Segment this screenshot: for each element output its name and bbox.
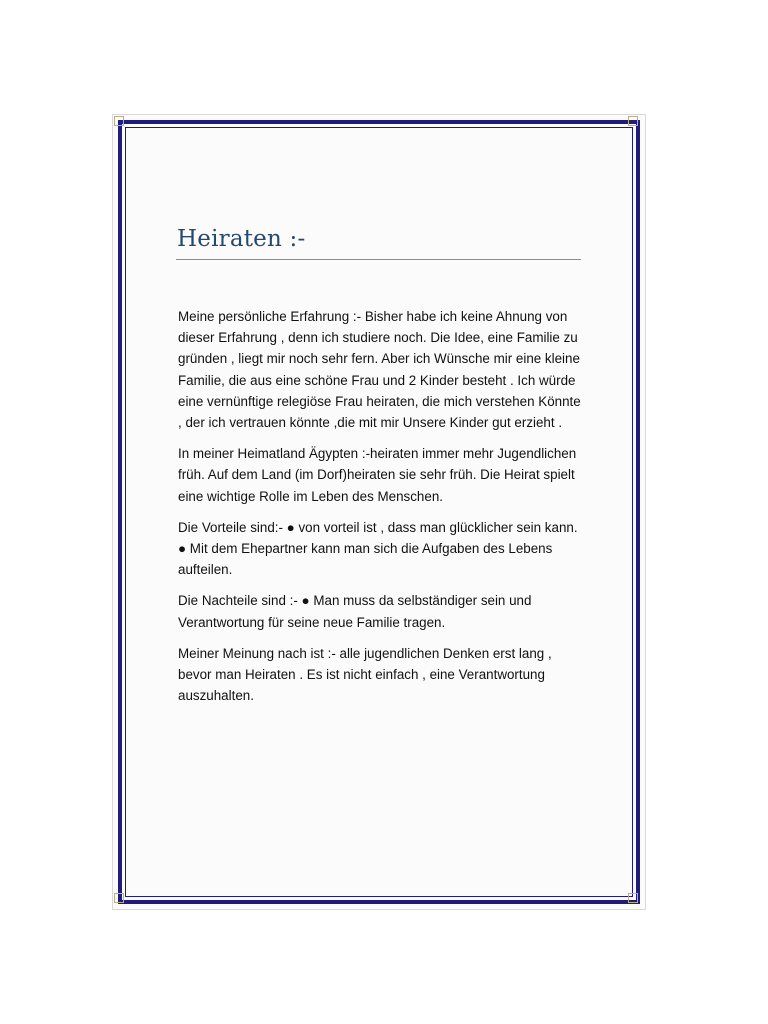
paragraph-advantages: Die Vorteile sind:- ● von vorteil ist , dass man glücklicher sein kann. ● Mit dem Ehepartner kann man sich die Aufgaben des Lebens aufteilen. [178, 519, 578, 578]
corner-ornament-top-right [628, 116, 638, 126]
document-body [178, 306, 588, 716]
corner-ornament-bottom-right [628, 893, 638, 903]
paragraph-opinion: Meiner Meinung nach ist :- alle jugendlichen Denken erst lang , bevor man Heiraten . Es ist nicht einfach , eine Verantwortung auszuhalten. [178, 645, 552, 704]
paragraph-disadvantages: Die Nachteile sind :- ● Man muss da selbständiger sein und Verantwortung für seine neue Familie tragen. [178, 593, 532, 630]
title-underline [176, 259, 581, 260]
paragraph-homeland: In meiner Heimatland Ägypten :-heiraten immer mehr Jugendlichen früh. Auf dem Land (im Dorf)heiraten sie sehr früh. Die Heirat spielt eine wichtige Rolle im Leben des Menschen. [178, 446, 577, 504]
corner-ornament-top-left [114, 116, 124, 126]
document-title: Heiraten :- [177, 226, 306, 252]
corner-ornament-bottom-left [114, 893, 124, 903]
paragraph-personal-experience: Meine persönliche Erfahrung :- Bisher habe ich keine Ahnung von dieser Erfahrung , denn ich studiere noch. Die Idee, eine Familie zu gründen , liegt mir noch sehr fern. Aber ich Wünsche mir eine kleine Familie, die aus eine schöne Frau und 2 Kinder besteht . Ich würde eine vernünftige relegiöse Frau heiraten, die mich verstehen Könnte , der ich vertrauen könnte ,die mit mir Unsere Kinder gut erzieht . [178, 309, 581, 431]
